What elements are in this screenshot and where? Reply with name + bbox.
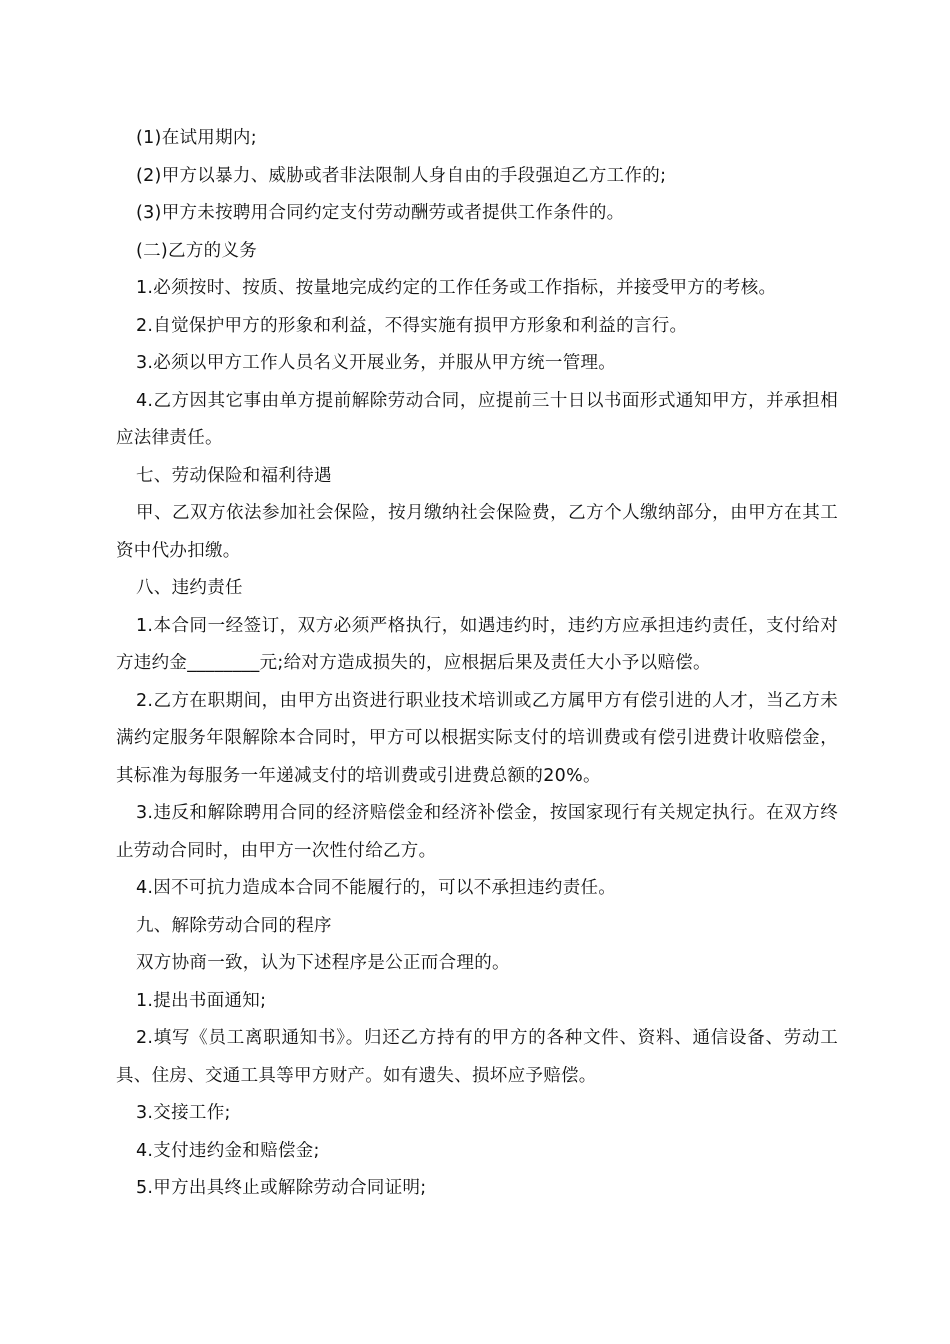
paragraph-forced-labor: (2)甲方以暴力、威胁或者非法限制人身自由的手段强迫乙方工作的; xyxy=(136,165,667,186)
paragraph-liability-4: 4.因不可抗力造成本合同不能履行的，可以不承担违约责任。 xyxy=(136,878,617,898)
paragraph-obligation-4: 4.乙方因其它事由单方提前解除劳动合同，应提前三十日以书面形式通知甲方，并承担相应法律责任。 xyxy=(116,390,838,448)
paragraph-liability-1: 1.本合同一经签订，双方必须严格执行，如遇违约时，违约方应承担违约责任，支付给对方违约金________元;给对方造成损失的，应根据后果及责任大小予以赔偿。 xyxy=(116,615,838,673)
paragraph-procedure-4: 4.支付违约金和赔偿金; xyxy=(136,1140,320,1161)
paragraph-procedure-1: 1.提出书面通知; xyxy=(136,990,267,1011)
section-heading-liability: 八、违约责任 xyxy=(136,578,243,598)
paragraph-liability-2: 2.乙方在职期间，由甲方出资进行职业技术培训或乙方属甲方有偿引进的人才，当乙方未满约定服务年限解除本合同时，甲方可以根据实际支付的培训费或有偿引进费计收赔偿金，其标准为每服务一年递减支付的培训费或引进费总额的20%。 xyxy=(116,690,838,786)
paragraph-procedure-intro: 双方协商一致，认为下述程序是公正而合理的。 xyxy=(136,953,510,973)
paragraph-probation: (1)在试用期内; xyxy=(136,128,257,148)
paragraph-procedure-5: 5.甲方出具终止或解除劳动合同证明; xyxy=(136,1178,427,1198)
section-heading-termination-procedure: 九、解除劳动合同的程序 xyxy=(136,915,332,936)
paragraph-obligation-2: 2.自觉保护甲方的形象和利益，不得实施有损甲方形象和利益的言行。 xyxy=(136,315,688,336)
paragraph-procedure-2: 2.填写《员工离职通知书》。归还乙方持有的甲方的各种文件、资料、通信设备、劳动工具、住房、交通工具等甲方财产。如有遗失、损坏应予赔偿。 xyxy=(116,1028,838,1086)
section-heading-party-b-obligations: (二)乙方的义务 xyxy=(136,240,258,261)
paragraph-obligation-1: 1.必须按时、按质、按量地完成约定的工作任务或工作指标，并接受甲方的考核。 xyxy=(136,278,777,298)
paragraph-procedure-3: 3.交接工作; xyxy=(136,1103,231,1123)
paragraph-obligation-3: 3.必须以甲方工作人员名义开展业务，并服从甲方统一管理。 xyxy=(136,353,617,373)
section-heading-insurance-benefits: 七、劳动保险和福利待遇 xyxy=(136,465,332,486)
paragraph-social-insurance: 甲、乙双方依法参加社会保险，按月缴纳社会保险费，乙方个人缴纳部分，由甲方在其工资中代办扣缴。 xyxy=(116,503,838,561)
document-body xyxy=(116,120,838,1208)
paragraph-liability-3: 3.违反和解除聘用合同的经济赔偿金和经济补偿金，按国家现行有关规定执行。在双方终止劳动合同时，由甲方一次性付给乙方。 xyxy=(116,803,838,861)
paragraph-unpaid-remuneration: (3)甲方未按聘用合同约定支付劳动酬劳或者提供工作条件的。 xyxy=(136,203,625,223)
